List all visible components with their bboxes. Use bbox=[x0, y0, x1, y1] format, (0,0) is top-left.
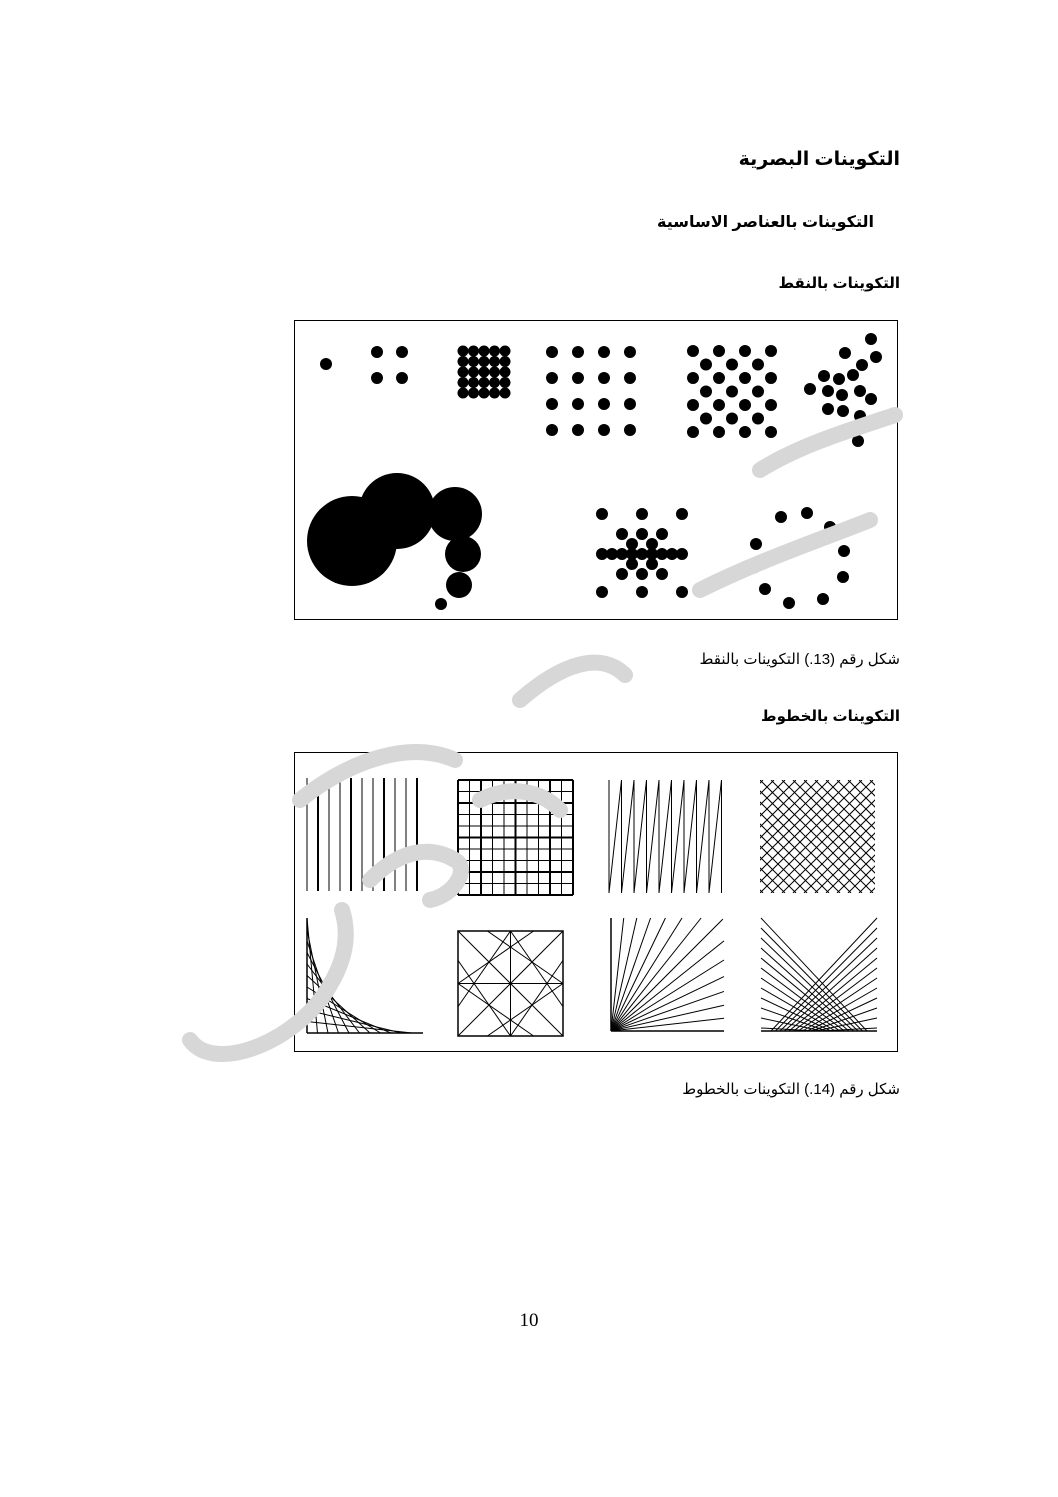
dot bbox=[596, 586, 608, 598]
line-stroke bbox=[307, 930, 328, 1034]
line-stroke bbox=[780, 938, 877, 1031]
heading-sub: التكوينات بالعناصر الاساسية bbox=[657, 214, 874, 231]
dot bbox=[847, 369, 859, 381]
dot bbox=[646, 558, 658, 570]
dot bbox=[687, 426, 699, 438]
crossing-lines-v bbox=[761, 918, 877, 1031]
dot bbox=[700, 413, 712, 425]
dot bbox=[371, 372, 383, 384]
dot bbox=[489, 388, 500, 399]
dot bbox=[837, 571, 849, 583]
starburst-dots bbox=[596, 508, 688, 598]
four-by-four-dot-grid bbox=[546, 346, 636, 436]
dot bbox=[500, 356, 511, 367]
dot bbox=[489, 356, 500, 367]
line-stroke bbox=[307, 987, 381, 1033]
dot bbox=[646, 538, 658, 550]
dot bbox=[726, 386, 738, 398]
line-stroke bbox=[870, 780, 897, 893]
dot bbox=[822, 403, 834, 415]
dot bbox=[598, 424, 610, 436]
dot bbox=[546, 398, 558, 410]
dot bbox=[750, 538, 762, 550]
dot bbox=[479, 346, 490, 357]
dot bbox=[636, 568, 648, 580]
line-stroke bbox=[709, 780, 722, 893]
dot bbox=[458, 346, 469, 357]
dot bbox=[468, 377, 479, 388]
dot bbox=[726, 359, 738, 371]
dot bbox=[775, 511, 787, 523]
dot bbox=[687, 372, 699, 384]
line-stroke bbox=[609, 780, 622, 893]
line-stroke bbox=[650, 780, 763, 893]
dot bbox=[489, 367, 500, 378]
dot bbox=[854, 385, 866, 397]
dot bbox=[865, 333, 877, 345]
line-stroke bbox=[634, 780, 647, 893]
line-stroke bbox=[761, 938, 858, 1031]
dot bbox=[854, 410, 866, 422]
dot bbox=[468, 356, 479, 367]
dot bbox=[479, 377, 490, 388]
dot bbox=[489, 346, 500, 357]
dot bbox=[713, 372, 725, 384]
dot bbox=[428, 487, 482, 541]
dot bbox=[849, 423, 861, 435]
line-stroke bbox=[458, 984, 534, 1037]
dot bbox=[739, 399, 751, 411]
dot bbox=[572, 398, 584, 410]
dot bbox=[446, 572, 472, 598]
dot bbox=[636, 528, 648, 540]
dot bbox=[468, 388, 479, 399]
line-stroke bbox=[826, 780, 897, 893]
dot bbox=[396, 346, 408, 358]
dot bbox=[759, 583, 771, 595]
line-stroke bbox=[650, 780, 763, 893]
dot bbox=[500, 388, 511, 399]
dot bbox=[656, 568, 668, 580]
four-dots bbox=[371, 346, 408, 384]
dot bbox=[700, 359, 712, 371]
square-grid bbox=[458, 780, 573, 895]
dot bbox=[676, 586, 688, 598]
dot bbox=[839, 347, 851, 359]
dot bbox=[500, 367, 511, 378]
dot bbox=[572, 424, 584, 436]
line-stroke bbox=[307, 1010, 402, 1033]
line-stroke bbox=[761, 958, 849, 1031]
dot bbox=[624, 346, 636, 358]
dot bbox=[739, 372, 751, 384]
line-stroke bbox=[881, 780, 897, 893]
dot bbox=[500, 377, 511, 388]
dot bbox=[624, 372, 636, 384]
dot bbox=[435, 598, 447, 610]
section-points-title: التكوينات بالنقط bbox=[778, 275, 900, 292]
line-stroke bbox=[804, 780, 897, 893]
zigzag-diagonals bbox=[609, 780, 722, 893]
line-stroke bbox=[611, 919, 723, 1031]
dot bbox=[765, 372, 777, 384]
line-stroke bbox=[487, 931, 563, 984]
eight-point-star bbox=[458, 931, 563, 1036]
line-stroke bbox=[307, 953, 349, 1034]
single-dot bbox=[320, 358, 332, 370]
line-stroke bbox=[458, 931, 511, 1007]
line-stroke bbox=[307, 941, 339, 1033]
dot bbox=[713, 426, 725, 438]
line-stroke bbox=[826, 780, 897, 893]
line-stroke bbox=[761, 998, 831, 1031]
dot bbox=[752, 386, 764, 398]
dot bbox=[598, 398, 610, 410]
line-stroke bbox=[804, 780, 897, 893]
line-stroke bbox=[511, 960, 564, 1036]
dot bbox=[838, 545, 850, 557]
section-lines-title: التكوينات بالخطوط bbox=[761, 708, 900, 725]
line-stroke bbox=[807, 998, 877, 1031]
fan-of-lines bbox=[611, 918, 724, 1031]
dense-dot-grid bbox=[458, 346, 511, 399]
overlapping-circles-progression bbox=[307, 473, 482, 610]
dot bbox=[817, 593, 829, 605]
dot bbox=[752, 413, 764, 425]
dot bbox=[468, 367, 479, 378]
dot bbox=[546, 372, 558, 384]
dot bbox=[713, 399, 725, 411]
dot bbox=[572, 372, 584, 384]
dot bbox=[783, 597, 795, 609]
dot bbox=[500, 346, 511, 357]
line-stroke bbox=[697, 780, 710, 893]
dot bbox=[676, 548, 688, 560]
vertical-lines bbox=[307, 778, 417, 891]
line-stroke bbox=[647, 780, 660, 893]
caption-fig13: شكل رقم (13.) التكوينات بالنقط bbox=[699, 651, 900, 668]
dot bbox=[546, 346, 558, 358]
page-number: 10 bbox=[519, 1310, 539, 1331]
dot bbox=[726, 413, 738, 425]
dot bbox=[359, 473, 435, 549]
scattered-diagonal-cluster bbox=[804, 333, 882, 447]
line-stroke bbox=[892, 780, 897, 893]
dot bbox=[656, 528, 668, 540]
dot bbox=[804, 383, 816, 395]
dot bbox=[837, 405, 849, 417]
dot bbox=[572, 346, 584, 358]
line-stroke bbox=[684, 780, 697, 893]
ring-of-dots bbox=[749, 507, 850, 609]
dot bbox=[479, 388, 490, 399]
dot bbox=[836, 389, 848, 401]
dot bbox=[320, 358, 332, 370]
dot bbox=[824, 521, 836, 533]
line-stroke bbox=[789, 958, 877, 1031]
dot bbox=[546, 424, 558, 436]
dot bbox=[739, 345, 751, 357]
line-stroke bbox=[659, 780, 672, 893]
dot bbox=[713, 345, 725, 357]
dot bbox=[616, 528, 628, 540]
dot bbox=[458, 388, 469, 399]
curve-of-lines bbox=[307, 918, 423, 1033]
dot bbox=[833, 373, 845, 385]
dot bbox=[458, 356, 469, 367]
crosshatch-lines bbox=[650, 780, 897, 893]
dot bbox=[626, 558, 638, 570]
dot bbox=[396, 372, 408, 384]
caption-fig14: شكل رقم (14.) التكوينات بالخطوط bbox=[682, 1081, 900, 1098]
dot bbox=[458, 367, 469, 378]
dot bbox=[687, 345, 699, 357]
line-stroke bbox=[672, 780, 685, 893]
points-figure-svg bbox=[295, 321, 897, 619]
line-stroke bbox=[458, 931, 534, 984]
lines-figure-svg bbox=[295, 753, 897, 1051]
dot bbox=[687, 399, 699, 411]
line-stroke bbox=[881, 780, 897, 893]
line-stroke bbox=[511, 931, 564, 1007]
dot bbox=[749, 561, 761, 573]
dot bbox=[765, 399, 777, 411]
dot bbox=[739, 426, 751, 438]
line-stroke bbox=[761, 988, 836, 1031]
dot bbox=[624, 424, 636, 436]
points-figure bbox=[294, 320, 898, 620]
line-stroke bbox=[892, 780, 897, 893]
dot bbox=[636, 508, 648, 520]
dot bbox=[468, 346, 479, 357]
dot bbox=[624, 398, 636, 410]
dot bbox=[626, 538, 638, 550]
lines-figure bbox=[294, 752, 898, 1052]
dot bbox=[700, 386, 712, 398]
dot bbox=[636, 586, 648, 598]
dot bbox=[371, 346, 383, 358]
dot bbox=[818, 370, 830, 382]
dot bbox=[598, 372, 610, 384]
dot bbox=[479, 356, 490, 367]
line-stroke bbox=[611, 941, 724, 1031]
dot bbox=[752, 359, 764, 371]
heading-main: التكوينات البصرية bbox=[738, 149, 900, 170]
dot bbox=[616, 568, 628, 580]
line-stroke bbox=[803, 988, 878, 1031]
dot bbox=[870, 351, 882, 363]
dot bbox=[856, 359, 868, 371]
dot bbox=[489, 377, 500, 388]
dot bbox=[852, 435, 864, 447]
dot bbox=[865, 393, 877, 405]
dot bbox=[822, 385, 834, 397]
dot bbox=[458, 377, 469, 388]
diamond-crosshatch bbox=[650, 780, 897, 893]
dot bbox=[445, 536, 481, 572]
diagonal-dot-lattice bbox=[687, 345, 777, 438]
dot bbox=[765, 345, 777, 357]
dot bbox=[676, 508, 688, 520]
dot bbox=[598, 346, 610, 358]
line-stroke bbox=[458, 960, 511, 1036]
dot bbox=[479, 367, 490, 378]
line-stroke bbox=[870, 780, 897, 893]
dot bbox=[801, 507, 813, 519]
dot bbox=[765, 426, 777, 438]
line-stroke bbox=[487, 984, 563, 1037]
dot bbox=[636, 548, 648, 560]
line-stroke bbox=[622, 780, 635, 893]
dot bbox=[596, 508, 608, 520]
line-stroke bbox=[611, 918, 701, 1031]
